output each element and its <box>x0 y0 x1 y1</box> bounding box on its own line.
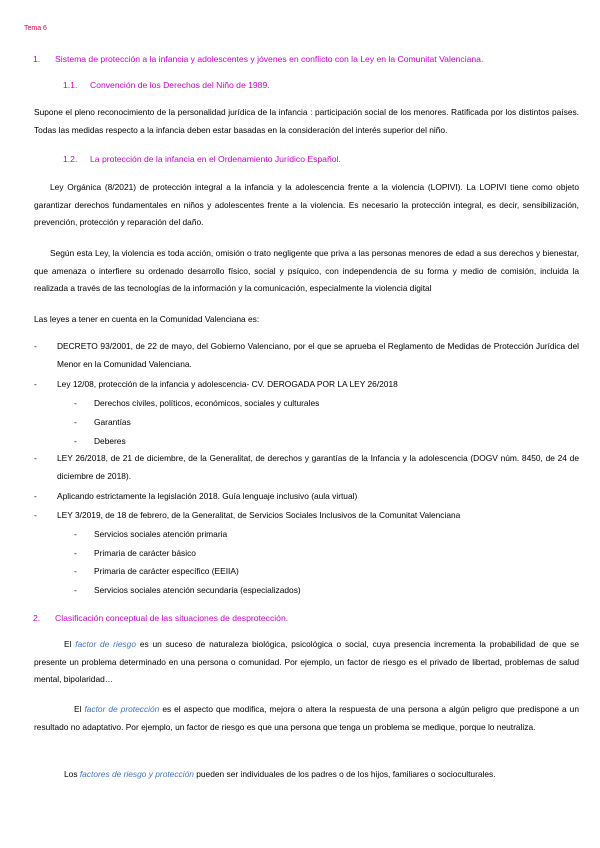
list-item-text: LEY 26/2018, de 21 de diciembre, de la Generalitat, de derechos y garantías de la Infancia y la adolescencia (DOGV núm. 8450, de 24 de diciembre de 2018). <box>57 453 579 481</box>
paragraph-risk-factor <box>34 636 579 689</box>
heading-number: 2. <box>33 613 41 623</box>
sub-item-primary-specific <box>74 566 239 576</box>
list-item-law-1 <box>34 338 579 373</box>
sub-item-duties <box>74 436 126 446</box>
list-dash: - <box>74 529 77 539</box>
sub-item-text: Servicios sociales atención secundaria (especializados) <box>94 585 301 595</box>
list-dash: - <box>34 453 37 463</box>
paragraph-protection-factor <box>34 701 579 736</box>
heading-section-1-1 <box>63 80 270 90</box>
sub-item-rights <box>74 398 319 408</box>
paragraph-text: pueden ser individuales de los padres o de los hijos, familiares o socioculturales. <box>193 769 496 779</box>
sub-item-guarantees <box>74 417 131 427</box>
heading-number: 1.2. <box>63 154 78 164</box>
sub-item-primary-basic <box>74 548 196 558</box>
paragraph-text: Ley Orgánica (8/2021) de protección integral a la infancia y la adolescencia frente a la violencia (LOPIVI). La LOPIVI tiene como objeto garantizar derechos fundamentales en niños y adolescentes frente a la violencia. Es necesario la protección integral, es decir, sensibilización, prevención, protección y reparación del daño. <box>34 182 579 227</box>
list-dash: - <box>74 436 77 446</box>
sub-item-text: Primaria de carácter básico <box>94 548 196 558</box>
term-risk-protection-factors: factores de riesgo y protección <box>79 769 194 779</box>
term-risk-factor: factor de riesgo <box>75 639 136 649</box>
term-protection-factor: factor de protección <box>84 704 160 714</box>
list-item-text: DECRETO 93/2001, de 22 de mayo, del Gobierno Valenciano, por el que se aprueba el Reglamento de Medidas de Protección Jurídica del Menor en la Comunidad Valenciana. <box>57 341 579 369</box>
paragraph-text: Supone el pleno reconocimiento de la personalidad jurídica de la infancia : participación social de los menores. Ratificada por los distintos países. Todas las medidas respecto a la infancia deben estar basadas en la consideración del interés superior del niño. <box>34 107 579 135</box>
sub-item-text: Servicios sociales atención primaria <box>94 529 228 539</box>
topic-label: Tema 6 <box>24 25 47 32</box>
list-dash: - <box>34 491 37 501</box>
list-item-law-3 <box>34 450 579 485</box>
heading-number: 1. <box>33 54 41 64</box>
paragraph-convention <box>34 104 579 139</box>
sub-item-text: Derechos civiles, políticos, económicos, sociales y culturales <box>94 398 320 408</box>
list-item-text: Aplicando estrictamente la legislación 2018. Guía lenguaje inclusivo (aula virtual) <box>57 491 358 501</box>
heading-number: 1.1. <box>63 80 78 90</box>
heading-section-2 <box>33 613 288 623</box>
list-item-law-2 <box>34 376 579 394</box>
sub-item-text: Garantías <box>94 417 131 427</box>
heading-title: Sistema de protección a la infancia y adolescentes y jóvenes en conflicto con la Ley en la Comunitat Valenciana. <box>55 54 484 64</box>
list-dash: - <box>34 510 37 520</box>
list-dash: - <box>34 379 37 389</box>
heading-title: Convención de los Derechos del Niño de 1989. <box>90 80 270 90</box>
list-item-law-5 <box>34 507 579 525</box>
list-dash: - <box>74 398 77 408</box>
sub-item-primary <box>74 529 227 539</box>
heading-section-1 <box>33 54 483 64</box>
sub-item-text: Deberes <box>94 436 126 446</box>
paragraph-text: es el aspecto que modifica, mejora o altera la respuesta de una persona a algún peligro que predispone a un resultado no adaptativo. Por ejemplo, un factor de riesgo es que una persona que tenga un problema se medique, porque lo neutraliza. <box>34 704 579 732</box>
sub-item-secondary <box>74 585 301 595</box>
paragraph-factors-types <box>34 766 579 784</box>
paragraph-lopivi <box>34 179 579 232</box>
paragraph-text: Los <box>64 769 80 779</box>
paragraph-text: El <box>74 704 85 714</box>
heading-title: La protección de la infancia en el Ordenamiento Jurídico Español. <box>90 154 341 164</box>
sub-item-text: Primaria de carácter específico (EEIIA) <box>94 566 239 576</box>
list-dash: - <box>74 585 77 595</box>
paragraph-violence-definition <box>34 245 579 298</box>
list-item-text: LEY 3/2019, de 18 de febrero, de la Generalitat, de Servicios Sociales Inclusivos de la Comunitat Valenciana <box>57 510 461 520</box>
list-item-law-4 <box>34 488 579 506</box>
list-item-text: Ley 12/08, protección de la infancia y adolescencia- CV. DEROGADA POR LA LEY 26/2018 <box>57 379 398 389</box>
list-dash: - <box>74 566 77 576</box>
heading-section-1-2 <box>63 154 341 164</box>
list-dash: - <box>74 417 77 427</box>
list-dash: - <box>74 548 77 558</box>
laws-intro: Las leyes a tener en cuenta en la Comunidad Valenciana es: <box>34 314 260 324</box>
paragraph-text: es un suceso de naturaleza biológica, psicológica o social, cuya presencia incrementa la probabilidad de que se presente un problema determinado en una persona o comunidad. Por ejemplo, un factor de riesgo es el privado de libertad, problemas de salud mental, bipolaridad… <box>34 639 579 684</box>
list-dash: - <box>34 341 37 351</box>
heading-title: Clasificación conceptual de las situaciones de desprotección. <box>55 613 289 623</box>
paragraph-text: Según esta Ley, la violencia es toda acción, omisión o trato negligente que priva a las personas menores de edad a sus derechos y bienestar, que amenaza o interfiere su ordenado desarrollo físico, social y psíquico, con independencia de su forma y medio de comisión, incluida la realizada a través de las tecnologías de la información y la comunicación, especialmente la violencia digital <box>34 248 579 293</box>
paragraph-text: El <box>64 639 76 649</box>
